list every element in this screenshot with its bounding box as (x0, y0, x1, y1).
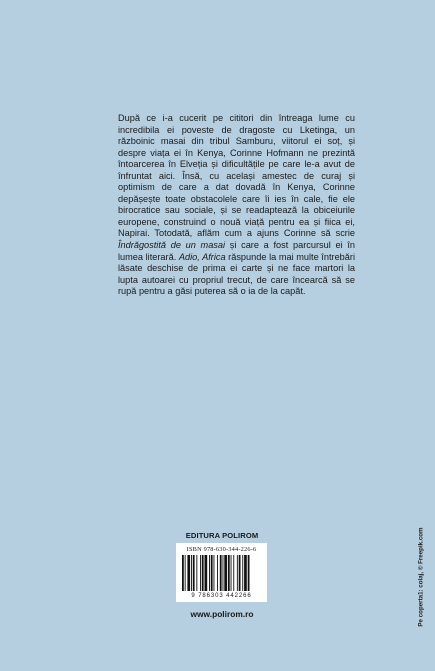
barcode-bars (182, 555, 261, 593)
isbn-barcode (176, 543, 267, 602)
blurb-part-3: răspunde la mai multe întrebări lăsate deschise de prima ei carte și ne face martori la lupta autoarei cu propriul trecut, de care încearcă să se rupă pentru a găsi puterea să o ia de la capăt. (118, 251, 355, 297)
book-title-current: Adio, Africa (178, 251, 226, 262)
cover-credit: Pe coperta1: colaj, © Freepik.com (417, 527, 425, 627)
publisher-website[interactable]: www.polirom.ro (190, 609, 254, 619)
blurb-part-2: și care a fost parcursul ei în lumea literară. (118, 240, 355, 262)
back-cover-blurb (118, 113, 355, 298)
blurb-text (118, 113, 355, 298)
blurb-part-1: După ce i-a cucerit pe cititori din întreaga lume cu incredibila ei poveste de dragoste cu Lketinga, un războinic masai din tribul Samburu, viitorul ei soț, și despre viața ei în Kenya, Corinne Hofmann ne prezintă întoarcerea în Elveția și dificultățile pe care le-a avut de înfruntat aici. Însă, cu același amestec de curaj și optimism de care a dat dovadă în Kenya, Corinne depășește toate obstacolele care îi ies în cale, fie ele birocratice sau sociale, și se readaptează la obiceiurile europene, construind o nouă viață pentru ea și fiica ei, Napirai. Totodată, aflăm cum a ajuns Corinne să scrie (118, 113, 355, 239)
barcode-digits: 9 786303 442266 (191, 593, 252, 599)
book-title-first: Îndrăgostită de un masai (118, 240, 226, 251)
isbn-number: ISBN 978-630-344-226-6 (186, 546, 257, 553)
publisher-name: EDITURA POLIROM (185, 531, 259, 540)
